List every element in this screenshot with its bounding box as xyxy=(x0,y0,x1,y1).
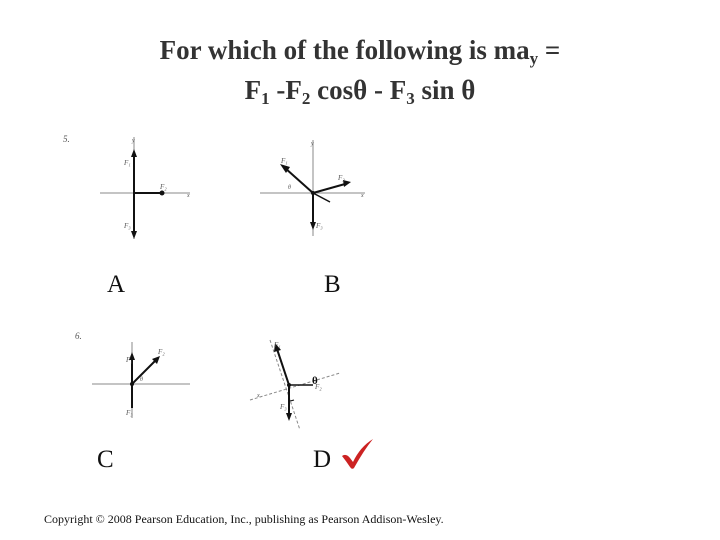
label-f2: F₂ xyxy=(158,348,165,356)
check-mark-icon xyxy=(340,437,376,471)
term-f2: $-F_2$ xyxy=(269,75,311,108)
arrowhead xyxy=(131,231,137,239)
label-theta: θ xyxy=(288,185,291,191)
origin-point xyxy=(130,382,134,386)
origin-point xyxy=(311,191,315,195)
diagram-b xyxy=(255,138,370,238)
label-f2: F₂ xyxy=(160,183,167,191)
problem-number-5: 5. xyxy=(63,134,70,144)
arrowhead xyxy=(286,413,292,421)
copyright-notice: Copyright © 2008 Pearson Education, Inc., publishing as Pearson Addison-Wesley. xyxy=(44,512,444,526)
label-f3: F₃ xyxy=(280,403,287,411)
label-f1: F₁ xyxy=(281,157,288,165)
question-title-line-1: For which of the following is $ma_y$ = xyxy=(159,35,561,68)
question-title-line-2 xyxy=(0,73,720,116)
label-theta-big: θ xyxy=(312,375,318,387)
option-c-label[interactable]: C xyxy=(97,446,114,473)
diagram-a xyxy=(100,135,200,245)
label-x: x xyxy=(361,193,364,199)
arrowhead xyxy=(131,149,137,157)
force-arrow-f4 xyxy=(313,193,330,202)
label-f3: F₃ xyxy=(126,409,133,417)
label-x: x xyxy=(187,193,190,199)
option-d-label[interactable]: D xyxy=(313,446,332,473)
term-sin: sin θ xyxy=(414,75,476,105)
option-b-label[interactable]: B xyxy=(324,271,341,298)
force-arrow-f2 xyxy=(313,184,345,193)
diagram-c xyxy=(90,340,195,420)
term-f3: cosθ - $F_3$ xyxy=(310,75,415,108)
label-f1: F₁ xyxy=(126,356,133,364)
option-a-label[interactable]: A xyxy=(107,271,126,298)
label-f1: F₁ xyxy=(124,159,131,167)
label-y: y xyxy=(132,138,135,144)
problem-number-6: 6. xyxy=(75,331,82,341)
tilted-x-axis xyxy=(250,373,340,400)
term-f1: $F_1$ xyxy=(244,75,270,108)
label-f1: F₁ xyxy=(274,341,281,349)
label-f3: F₃ xyxy=(316,222,323,230)
label-f2: F₂ xyxy=(338,174,345,182)
label-f2: F₂ xyxy=(315,383,322,391)
diagram-d xyxy=(245,335,345,435)
label-x: x xyxy=(257,393,260,399)
origin-point xyxy=(287,383,291,387)
label-f3: F₃ xyxy=(124,222,131,230)
force-arrow-f2 xyxy=(132,360,156,384)
label-theta: θ xyxy=(140,377,143,383)
label-y: y xyxy=(311,141,314,147)
